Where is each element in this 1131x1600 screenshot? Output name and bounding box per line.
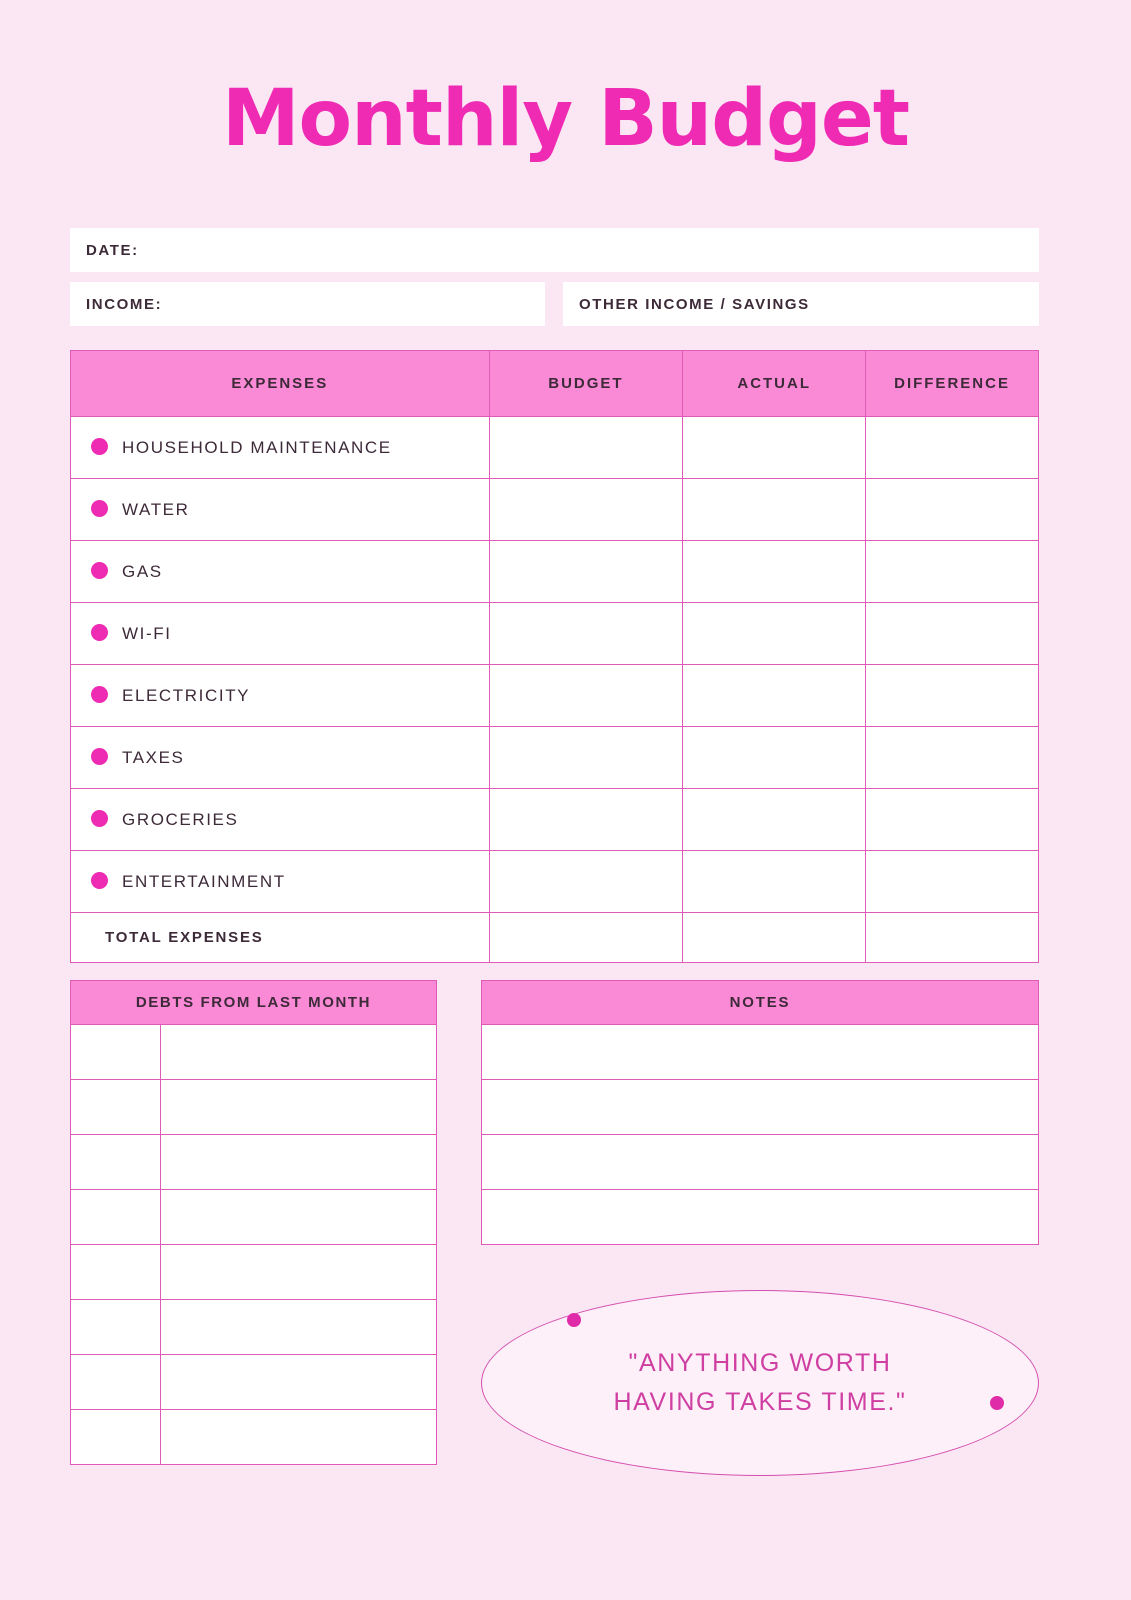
notes-line-input[interactable] (482, 1025, 1039, 1080)
expense-label: HOUSEHOLD MAINTENANCE (122, 437, 392, 457)
bullet-dot-icon (91, 562, 108, 579)
total-expenses-label: TOTAL EXPENSES (71, 913, 490, 963)
quote-text (481, 1290, 1039, 1476)
actual-input[interactable] (683, 727, 866, 789)
actual-input[interactable] (683, 541, 866, 603)
expense-label: GAS (122, 561, 163, 581)
total-budget-cell (489, 913, 683, 963)
expense-label-cell (71, 603, 490, 665)
expense-label: GROCERIES (122, 809, 239, 829)
header-actual: ACTUAL (683, 351, 866, 417)
expense-label-cell (71, 417, 490, 479)
table-row (71, 789, 1039, 851)
table-row (71, 541, 1039, 603)
budget-input[interactable] (489, 541, 683, 603)
expense-label: TAXES (122, 747, 185, 767)
bullet-dot-icon (91, 872, 108, 889)
actual-input[interactable] (683, 603, 866, 665)
budget-input[interactable] (489, 479, 683, 541)
expense-label: ENTERTAINMENT (122, 871, 286, 891)
bullet-dot-icon (91, 748, 108, 765)
debt-amount-input[interactable] (71, 1135, 161, 1190)
table-row (71, 1410, 437, 1465)
debt-description-input[interactable] (161, 1300, 437, 1355)
actual-input[interactable] (683, 851, 866, 913)
quote-line-2: HAVING TAKES TIME." (613, 1388, 907, 1416)
date-row (70, 228, 1039, 272)
debt-amount-input[interactable] (71, 1025, 161, 1080)
income-label: INCOME: (86, 295, 163, 313)
debt-description-input[interactable] (161, 1135, 437, 1190)
expense-label-cell (71, 665, 490, 727)
difference-input[interactable] (866, 541, 1039, 603)
difference-input[interactable] (866, 851, 1039, 913)
date-label: DATE: (86, 241, 139, 259)
debts-table (70, 980, 437, 1465)
table-row (71, 1025, 437, 1080)
notes-line-input[interactable] (482, 1190, 1039, 1245)
total-difference-cell (866, 913, 1039, 963)
debt-amount-input[interactable] (71, 1410, 161, 1465)
notes-table (481, 980, 1039, 1245)
debts-header: DEBTS FROM LAST MONTH (71, 981, 437, 1025)
table-row (71, 603, 1039, 665)
debts-header-row (71, 981, 437, 1025)
total-actual-cell (683, 913, 866, 963)
debt-amount-input[interactable] (71, 1300, 161, 1355)
difference-input[interactable] (866, 479, 1039, 541)
debt-description-input[interactable] (161, 1245, 437, 1300)
debt-description-input[interactable] (161, 1410, 437, 1465)
table-row (71, 417, 1039, 479)
notes-header: NOTES (482, 981, 1039, 1025)
table-row (71, 1190, 437, 1245)
budget-input[interactable] (489, 851, 683, 913)
date-field[interactable] (70, 228, 1039, 272)
table-row (71, 1300, 437, 1355)
expense-label: ELECTRICITY (122, 685, 251, 705)
bullet-dot-icon (91, 624, 108, 641)
actual-input[interactable] (683, 417, 866, 479)
bullet-dot-icon (91, 500, 108, 517)
total-expenses-row (71, 913, 1039, 963)
quote-block (481, 1290, 1039, 1480)
table-row (71, 1355, 437, 1410)
budget-input[interactable] (489, 789, 683, 851)
debt-amount-input[interactable] (71, 1080, 161, 1135)
actual-input[interactable] (683, 479, 866, 541)
table-row (482, 1025, 1039, 1080)
actual-input[interactable] (683, 665, 866, 727)
debt-description-input[interactable] (161, 1025, 437, 1080)
budget-input[interactable] (489, 603, 683, 665)
table-row (71, 1080, 437, 1135)
difference-input[interactable] (866, 603, 1039, 665)
budget-input[interactable] (489, 417, 683, 479)
expenses-header-row (71, 351, 1039, 417)
debt-description-input[interactable] (161, 1080, 437, 1135)
actual-input[interactable] (683, 789, 866, 851)
table-row (482, 1080, 1039, 1135)
header-difference: DIFFERENCE (866, 351, 1039, 417)
notes-header-row (482, 981, 1039, 1025)
expense-label: WI-FI (122, 623, 172, 643)
table-row (71, 851, 1039, 913)
budget-input[interactable] (489, 665, 683, 727)
table-row (71, 727, 1039, 789)
expense-label-cell (71, 851, 490, 913)
header-expenses: EXPENSES (71, 351, 490, 417)
notes-line-input[interactable] (482, 1135, 1039, 1190)
bullet-dot-icon (91, 686, 108, 703)
table-row (71, 665, 1039, 727)
table-row (71, 479, 1039, 541)
expense-label-cell (71, 727, 490, 789)
difference-input[interactable] (866, 789, 1039, 851)
debt-amount-input[interactable] (71, 1355, 161, 1410)
income-row (70, 282, 1039, 326)
quote-line-1: "ANYTHING WORTH (628, 1349, 892, 1378)
table-row (71, 1245, 437, 1300)
expense-label-cell (71, 479, 490, 541)
difference-input[interactable] (866, 665, 1039, 727)
header-budget: BUDGET (489, 351, 683, 417)
other-income-field[interactable] (563, 282, 1039, 326)
decorative-dot-icon (990, 1396, 1004, 1410)
table-row (71, 1135, 437, 1190)
other-income-label: OTHER INCOME / SAVINGS (579, 295, 810, 313)
notes-line-input[interactable] (482, 1080, 1039, 1135)
table-row (482, 1135, 1039, 1190)
table-row (482, 1190, 1039, 1245)
bullet-dot-icon (91, 438, 108, 455)
expense-label-cell (71, 789, 490, 851)
budget-input[interactable] (489, 727, 683, 789)
expense-label: WATER (122, 499, 190, 519)
income-field[interactable] (70, 282, 545, 326)
bullet-dot-icon (91, 810, 108, 827)
debt-description-input[interactable] (161, 1190, 437, 1245)
expense-label-cell (71, 541, 490, 603)
page-title: Monthly Budget (221, 74, 910, 164)
expenses-table (70, 350, 1039, 963)
debt-description-input[interactable] (161, 1355, 437, 1410)
difference-input[interactable] (866, 727, 1039, 789)
decorative-dot-icon (567, 1313, 581, 1327)
debt-amount-input[interactable] (71, 1190, 161, 1245)
debt-amount-input[interactable] (71, 1245, 161, 1300)
difference-input[interactable] (866, 417, 1039, 479)
